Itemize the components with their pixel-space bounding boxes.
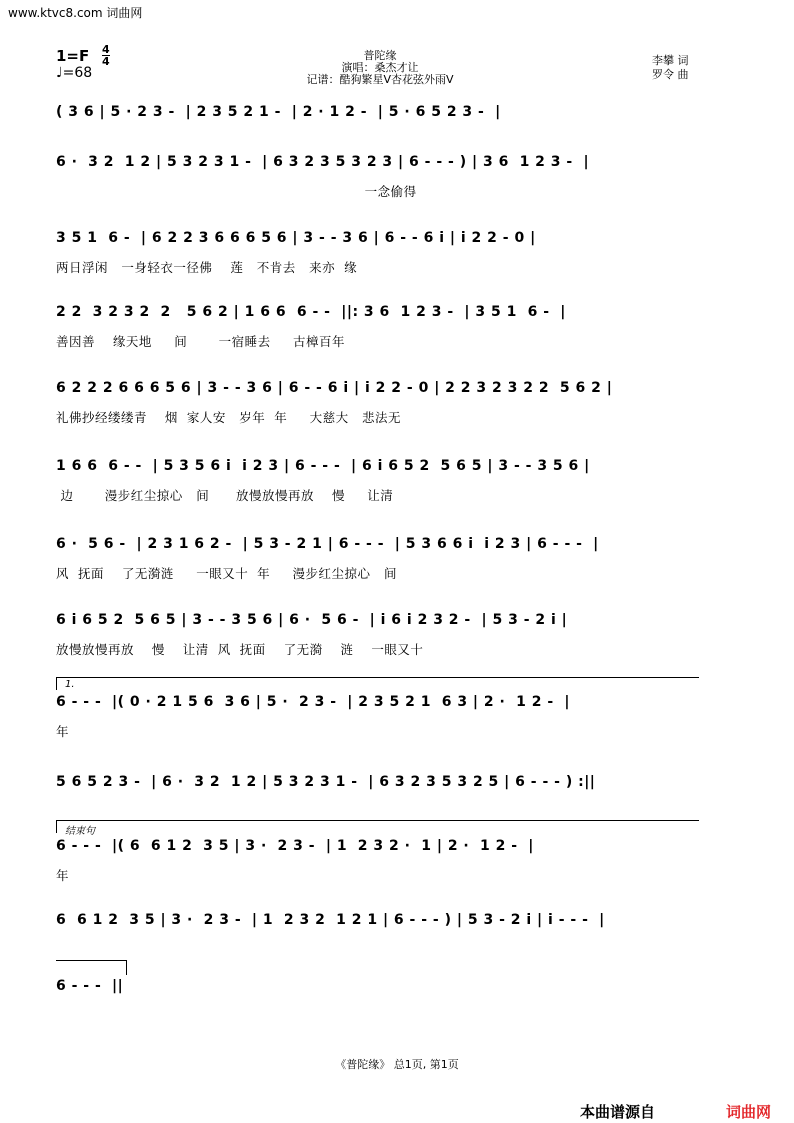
- lyrics-line: 年: [56, 868, 70, 883]
- transcriber-credit: 记谱：酷狗繁星V杏花弦外雨V: [306, 73, 454, 86]
- site-url-watermark[interactable]: www.ktvc8.com 词曲网: [8, 6, 143, 20]
- time-signature-top: 4: [102, 43, 110, 56]
- time-signature-bottom: 4: [102, 55, 110, 68]
- time-signature: [102, 44, 110, 67]
- author-credits: [652, 54, 689, 82]
- notation-line: 1 6 6 6 - - | 5 3 5 6 i i 2 3 | 6 - - - | 6 i 6 5 2 5 6 5 | 3 - - 3 5 6 |: [56, 458, 590, 474]
- singer-credit: 演唱：桑杰才让: [341, 61, 419, 74]
- notation-line: 3 5 1 6 - | 6 2 2 3 6 6 6 5 6 | 3 - - 3 6 | 6 - - 6 i | i 2 2 - 0 |: [56, 230, 536, 246]
- lyrics-line: 一念偷得: [56, 184, 417, 199]
- notation-line: 5 6 5 2 3 - | 6 · 3 2 1 2 | 5 3 2 3 1 - | 6 3 2 3 5 3 2 5 | 6 - - - ) :||: [56, 774, 596, 790]
- page-footer: 《普陀缘》 总1页, 第1页: [335, 1058, 459, 1071]
- tempo-marking: ♩=68: [56, 65, 93, 81]
- lyrics-line: 年: [56, 724, 70, 739]
- notation-line: 6 · 3 2 1 2 | 5 3 2 3 1 - | 6 3 2 3 5 3 2 3 | 6 - - - ) | 3 6 1 2 3 - |: [56, 154, 590, 170]
- notation-line: 6 6 1 2 3 5 | 3 · 2 3 - | 1 2 3 2 1 2 1 | 6 - - - ) | 5 3 - 2 i | i - - - |: [56, 912, 605, 928]
- first-ending-label: 1.: [65, 679, 75, 690]
- notation-line: 6 · 5 6 - | 2 3 1 6 2 - | 5 3 - 2 1 | 6 - - - | 5 3 6 6 i i 2 3 | 6 - - - |: [56, 536, 599, 552]
- lyrics-line: 礼佛抄经缕缕青 烟 家人安 岁年 年 大慈大 悲法无: [56, 410, 401, 425]
- notation-line: 2 2 3 2 3 2 2 5 6 2 | 1 6 6 6 - - ||: 3 6 1 2 3 - | 3 5 1 6 - |: [56, 304, 566, 320]
- notation-line: 6 2 2 2 6 6 6 5 6 | 3 - - 3 6 | 6 - - 6 i | i 2 2 - 0 | 2 2 3 2 3 2 2 5 6 2 |: [56, 380, 613, 396]
- notation-line: 6 - - - |( 0 · 2 1 5 6 3 6 | 5 · 2 3 - | 2 3 5 2 1 6 3 | 2 · 1 2 - |: [56, 694, 570, 710]
- lyrics-line: 风 抚面 了无漪涟 一眼又十 年 漫步红尘掠心 间: [56, 566, 397, 581]
- key-signature: 1=F: [56, 47, 90, 65]
- composer-credit: 罗令 曲: [652, 68, 689, 81]
- notation-line: 6 i 6 5 2 5 6 5 | 3 - - 3 5 6 | 6 · 5 6 - | i 6 i 2 3 2 - | 5 3 - 2 i |: [56, 612, 568, 628]
- ending-label: 结束句: [65, 826, 95, 837]
- source-site-logo[interactable]: 词曲网: [726, 1103, 772, 1121]
- lyrics-line: 善因善 缘天地 间 一宿睡去 古樟百年: [56, 334, 345, 349]
- notation-line: 6 - - - ||: [56, 978, 124, 994]
- ending-bracket: [56, 820, 699, 837]
- lyrics-line: 放慢放慢再放 慢 让清 风 抚面 了无漪 涟 一眼又十: [56, 642, 424, 657]
- lyrics-line: 边 漫步红尘掠心 间 放慢放慢再放 慢 让清: [56, 488, 394, 503]
- first-ending-bracket: [56, 677, 699, 690]
- notation-line: 6 - - - |( 6 6 1 2 3 5 | 3 · 2 3 - | 1 2 3 2 · 1 | 2 · 1 2 - |: [56, 838, 534, 854]
- final-bracket: [56, 960, 127, 975]
- lyrics-line: 两日浮闲 一身轻衣一径佛 莲 不肯去 来亦 缘: [56, 260, 358, 275]
- title-block: [250, 50, 510, 86]
- song-title: 普陀缘: [363, 49, 397, 62]
- source-label: 本曲谱源自: [580, 1103, 656, 1121]
- lyricist-credit: 李攀 词: [652, 54, 689, 67]
- notation-line: ( 3 6 | 5 · 2 3 - | 2 3 5 2 1 - | 2 · 1 2 - | 5 · 6 5 2 3 - |: [56, 104, 501, 120]
